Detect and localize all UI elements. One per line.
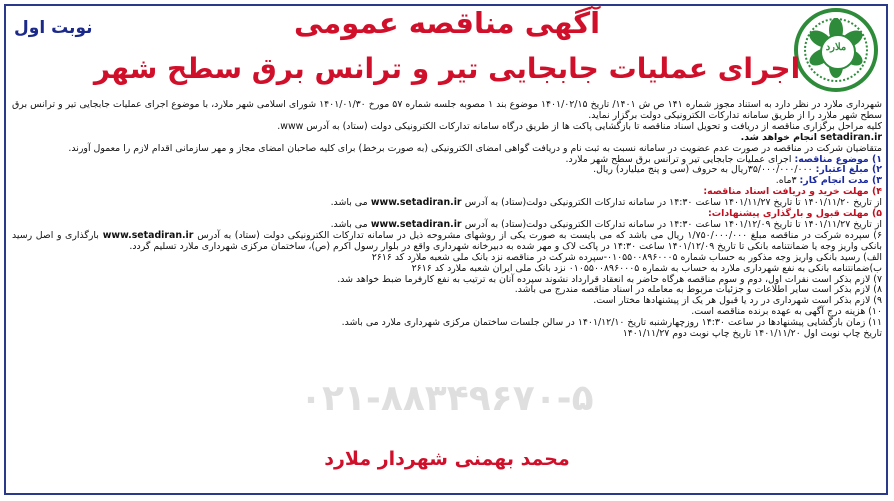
phone-watermark: ۰۲۱-۸۸۳۴۹۶۷۰-۵ (300, 378, 594, 419)
item-7: ۷) لازم بذکر است نفرات اول، دوم و سوم مناقصه هرگاه حاضر به انعقاد قرارداد نشوند سپرده آنان به ترتیب به نفع کارفرما ضبط خواهد شد. (337, 273, 882, 285)
item-6-a: الف) رسید بانکی واریز وجه مذکور به حساب شماره ۰۱۰۵۵۰۰۸۹۶۰۰۰۵-سپرده شرکت در مناقصه نزد بانک ملی شعبه ملارد کد ۲۶۱۶ (371, 251, 882, 263)
item-9: ۹) لازم بذکر است شهرداری در رد یا قبول هر یک از پیشنهادها مختار است. (593, 295, 882, 307)
intro-paragraph (12, 133, 882, 144)
intro-text: setadiran.ir انجام خواهد شد. (740, 131, 882, 143)
ad-subtitle: اجرای عملیات جابجایی تیر و ترانس برق سطح شهر (93, 52, 801, 85)
item-text: ۳۵/۰۰۰/۰۰۰/۰۰۰ریال به حروف (سی و پنج میلیارد) ریال. (593, 164, 816, 176)
item-4-label: ۴) مهلت خرید و دریافت اسناد مناقصه: (703, 186, 882, 198)
intro-paragraph: شهرداری ملارد در نظر دارد به استناد مجوز شماره ۱۴۱ ص ش ۱۴۰۱/ تاریخ ۱۴۰۱/۰۲/۱۵ موضوع بند ۱ مصوبه جلسه شماره ۵۷ مورخ ۱۴۰۱/۰۱/۳۰ شورای اسلامی شهر ملارد، با موضوع اجرای عملیات جابجایی تیر و ترانس برق سطح شهر ملارد را از طریق سامانه تدارکات الکترونیکی دولت برگزار نماید. (12, 99, 882, 121)
print-dates: تاریخ چاپ نوبت اول ۱۴۰۱/۱۱/۲۰ تاریخ چاپ نوبت دوم ۱۴۰۱/۱۱/۲۷ (622, 328, 882, 340)
logo-text: ملارد (825, 42, 847, 53)
ad-body (12, 100, 882, 340)
item-text: می باشد. (330, 197, 368, 209)
item-label: ۳) مدت انجام کار: (799, 175, 882, 187)
item-text: اجرای عملیات جابجایی تیر و ترانس برق سطح شهر ملارد. (565, 153, 795, 165)
item-text: بارگذاری و اصل رسید بانکی واریز وجه یا ضمانتنامه بانکی تا تاریخ ۱۴۰۱/۱۲/۰۹ ساعت ۱۴:۳۰ در پاکت لاک و مهر شده به دبیرخانه شهرداری واقع در بلوار رسول اکرم (ص)، ساختمان مرکزی شهرداری ملارد تسلیم گردد. (12, 229, 882, 252)
item-text: ۶) سپرده شرکت در مناقصه مبلغ ۱/۷۵۰/۰۰۰/۰۰۰ ریال می باشد که می بایست به صورت یکی از روشهای مشروحه ذیل در سامانه تدارکات الکترونیکی دولت (ستاد) به آدرس (197, 229, 882, 241)
item-5-label: ۵) مهلت قبول و بارگذاری پیشنهادات: (707, 208, 882, 220)
item-text: از تاریخ ۱۴۰۱/۱۱/۲۷ تا تاریخ ۱۴۰۱/۱۲/۰۹ ساعت ۱۴:۳۰ در سامانه تدارکات الکترونیکی دولت(ستاد) به آدرس (464, 218, 882, 230)
ad-title: آگهی مناقصه عمومی (293, 6, 601, 40)
item-6-b: ب)ضمانتنامه بانکی به نفع شهرداری ملارد به حساب به شماره ۰۱۰۵۵۰۰۸۹۶۰۰۰۵ نزد بانک ملی ایران شعبه ملارد کد ۲۶۱۶ (411, 262, 882, 274)
item-text: از تاریخ ۱۴۰۱/۱۱/۲۰ تا تاریخ ۱۴۰۱/۱۱/۲۷ ساعت ۱۴:۳۰ در سامانه تدارکات الکترونیکی دولت(ستاد) به آدرس (464, 197, 882, 209)
item-2 (12, 165, 882, 176)
intro-text: کلیه مراحل برگزاری مناقصه از دریافت و تحویل اسناد مناقصه تا بازگشایی پاکت ها از طریق درگاه سامانه تدارکات الکترونیکی دولت (ستاد) به آدرس www. (277, 120, 882, 132)
item-6 (12, 231, 882, 253)
website-link[interactable]: www.setadiran.ir (367, 197, 465, 209)
item-text: می باشد. (330, 218, 368, 230)
signature: محمد بهمنی شهردار ملارد (324, 448, 570, 470)
item-label: ۲) مبلغ اعتبار: (815, 164, 882, 176)
intro-paragraph: متقاضیان شرکت در مناقصه در صورت عدم عضویت در سامانه نسبت به ثبت نام و دریافت گواهی امضای الکترونیکی (به صورت برخط) برای کلیه صاحبان امضای مجاز و مهر سازمانی اقدام لازم را معمول آورند. (68, 142, 882, 154)
item-label: ۱) موضوع مناقصه: (794, 153, 882, 165)
item-8: ۸) لازم بذکر است سایر اطلاعات و جزئیات مربوط به معامله در اسناد مناقصه مندرج می باشد. (514, 284, 882, 296)
item-11: ۱۱) زمان بازگشایی پیشنهادها در ساعت ۱۴:۳۰ روزچهارشنبه تاریخ ۱۴۰۱/۱۲/۱۰ در سالن جلسات ساختمان مرکزی شهرداری ملارد می باشد. (341, 317, 882, 329)
website-link[interactable]: www.setadiran.ir (98, 229, 198, 241)
publication-round: نوبت اول (14, 18, 93, 38)
website-link[interactable]: www.setadiran.ir (367, 218, 465, 230)
item-text: ۳ماه. (775, 175, 800, 187)
item-10: ۱۰) هزینه درج آگهی به عهده برنده مناقصه است. (691, 306, 882, 318)
